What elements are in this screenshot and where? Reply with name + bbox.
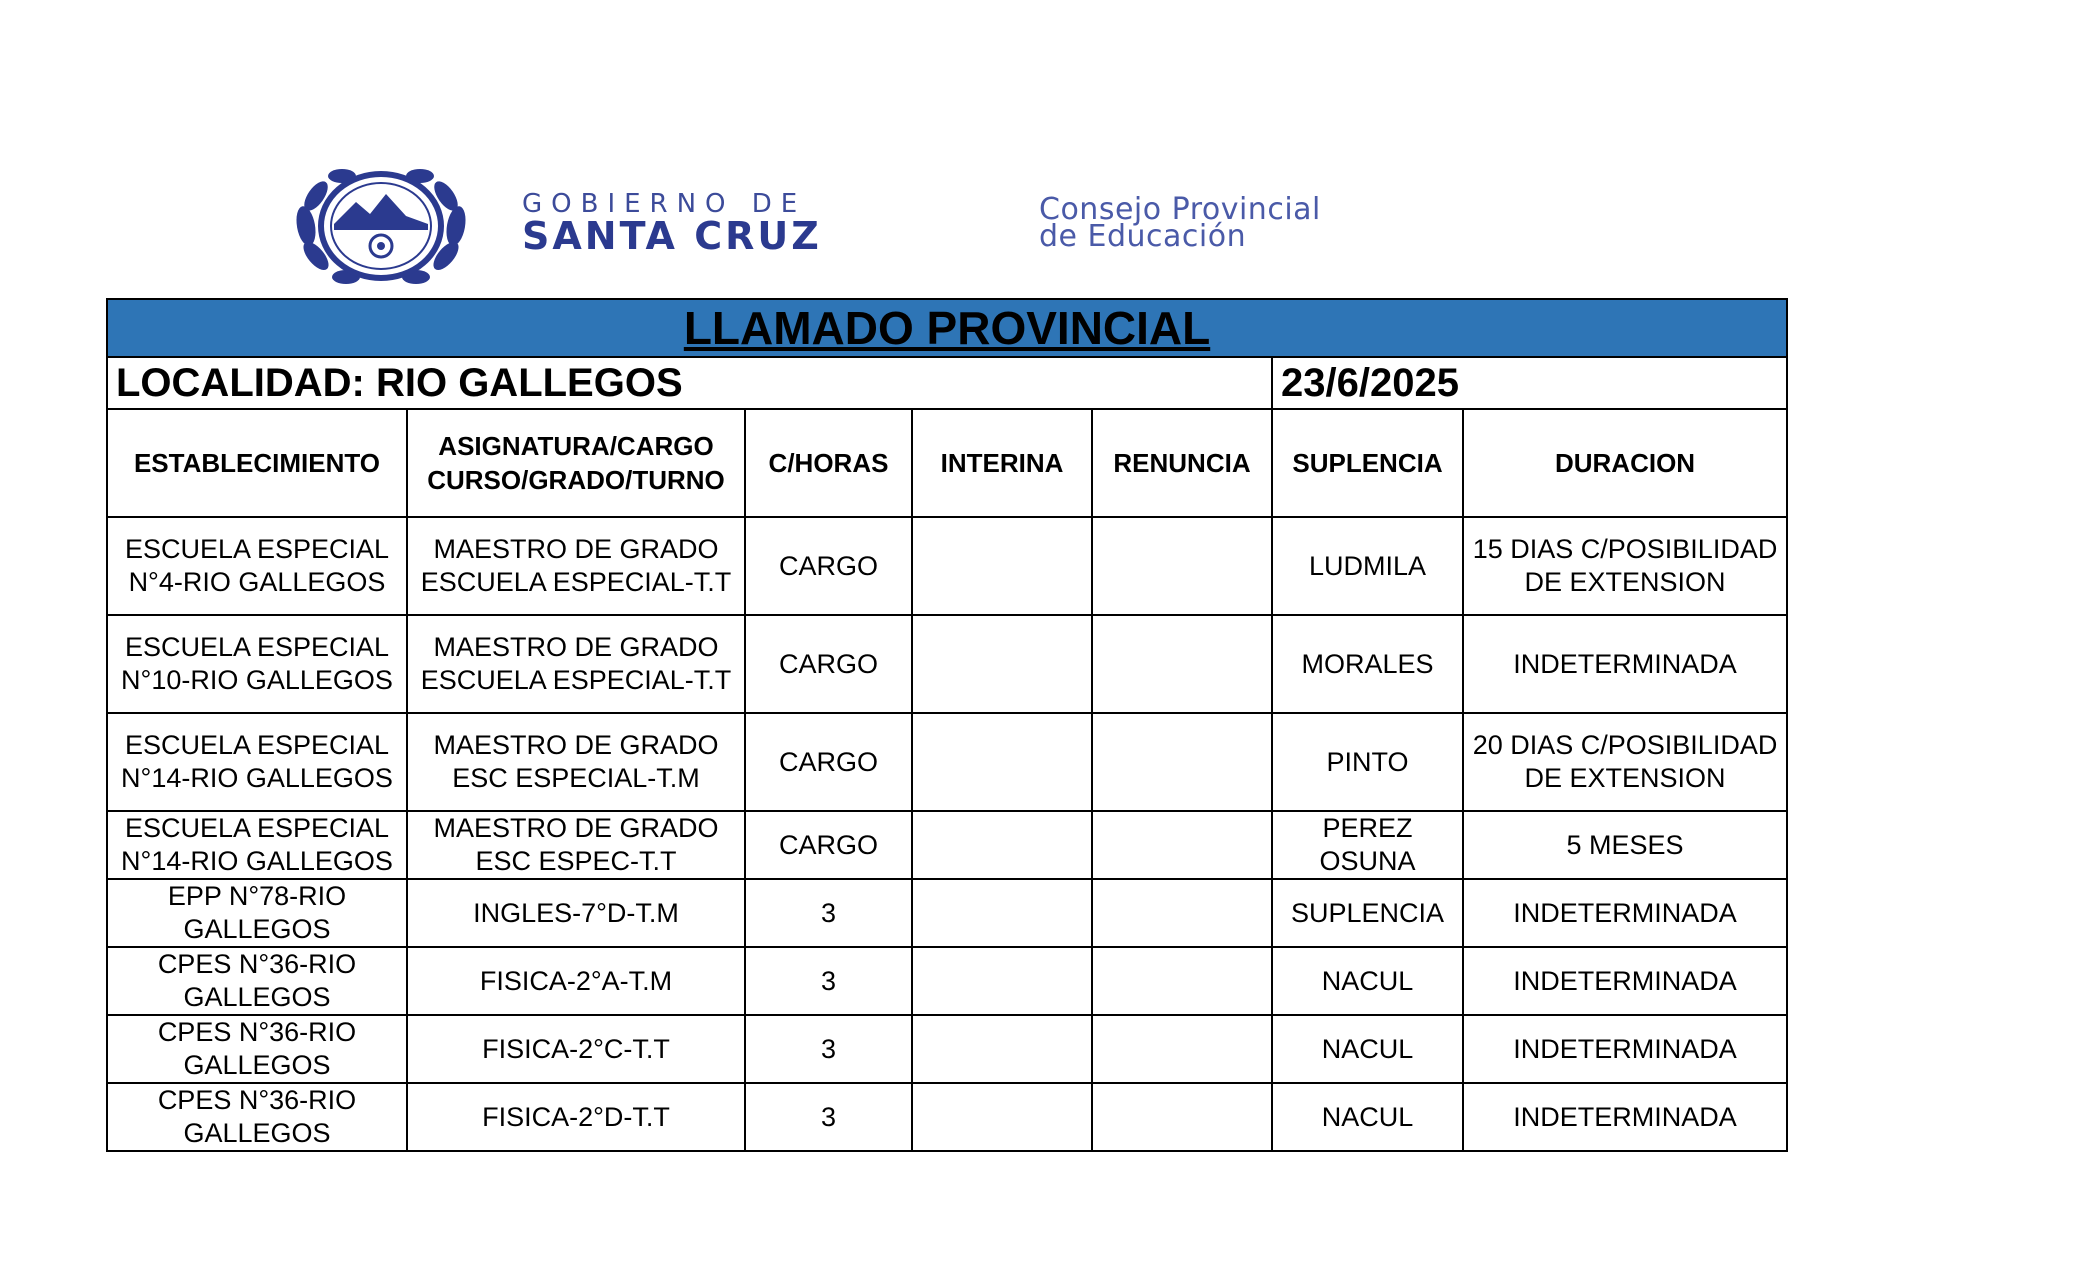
cell-interina	[912, 713, 1092, 811]
cell-line: GALLEGOS	[183, 1118, 331, 1148]
cell-asignatura	[407, 517, 745, 615]
document-header	[286, 160, 1486, 290]
column-header-asignatura-line-2: CURSO/GRADO/TURNO	[427, 465, 725, 495]
cell-renuncia	[1092, 517, 1272, 615]
cell-establecimiento	[107, 713, 407, 811]
cell-line: N°14-RIO GALLEGOS	[121, 846, 393, 876]
cell-renuncia	[1092, 713, 1272, 811]
cell-line: GALLEGOS	[183, 1050, 331, 1080]
cell-suplencia	[1272, 1015, 1463, 1083]
cell-line: MAESTRO DE GRADO	[433, 534, 719, 564]
government-line-1: GOBIERNO DE	[522, 189, 807, 219]
cell-line: 15 DIAS C/POSIBILIDAD	[1472, 534, 1778, 564]
cell-renuncia	[1092, 615, 1272, 713]
cell-line: CPES N°36-RIO	[157, 949, 357, 979]
vacancy-table	[106, 298, 1788, 1152]
cell-line: ESCUELA ESPECIAL	[124, 534, 390, 564]
table-row	[107, 517, 1787, 615]
cell-line: CPES N°36-RIO	[157, 1085, 357, 1115]
cell-renuncia	[1092, 1015, 1272, 1083]
cell-line: ESCUELA ESPECIAL-T.T	[420, 665, 732, 695]
cell-line: INDETERMINADA	[1513, 1033, 1737, 1064]
cell-asignatura	[407, 947, 745, 1015]
cell-suplencia	[1272, 947, 1463, 1015]
cell-choras: CARGO	[745, 713, 912, 811]
cell-choras: 3	[745, 1015, 912, 1083]
cell-line: CPES N°36-RIO	[157, 1017, 357, 1047]
cell-line: N°14-RIO GALLEGOS	[121, 763, 393, 793]
cell-line: DE EXTENSION	[1524, 567, 1726, 597]
cell-duracion	[1463, 947, 1787, 1015]
cell-line: DE EXTENSION	[1524, 763, 1726, 793]
cell-line: 20 DIAS C/POSIBILIDAD	[1472, 730, 1778, 760]
cell-establecimiento	[107, 947, 407, 1015]
page-title: LLAMADO PROVINCIAL	[107, 299, 1787, 357]
government-line-2: SANTA CRUZ	[522, 214, 822, 258]
cell-line: MAESTRO DE GRADO	[433, 813, 719, 843]
column-header-duracion: DURACION	[1463, 409, 1787, 517]
cell-line: INDETERMINADA	[1513, 648, 1737, 679]
title-row	[107, 299, 1787, 357]
cell-interina	[912, 1015, 1092, 1083]
cell-duracion	[1463, 811, 1787, 879]
cell-establecimiento	[107, 879, 407, 947]
cell-line: PEREZ	[1322, 813, 1413, 843]
cell-line: NACUL	[1321, 965, 1414, 996]
cell-line: MORALES	[1301, 648, 1434, 679]
cell-duracion	[1463, 517, 1787, 615]
cell-asignatura	[407, 615, 745, 713]
table-row	[107, 811, 1787, 879]
cell-interina	[912, 879, 1092, 947]
cell-choras: 3	[745, 879, 912, 947]
column-header-renuncia: RENUNCIA	[1092, 409, 1272, 517]
cell-renuncia	[1092, 1083, 1272, 1151]
cell-choras: 3	[745, 947, 912, 1015]
cell-line: SUPLENCIA	[1290, 897, 1445, 928]
council-line-2: de Educación	[1039, 219, 1247, 254]
cell-choras: 3	[745, 1083, 912, 1151]
cell-line: OSUNA	[1319, 846, 1416, 876]
cell-line: ESCUELA ESPECIAL-T.T	[420, 567, 732, 597]
cell-asignatura	[407, 879, 745, 947]
cell-interina	[912, 947, 1092, 1015]
cell-establecimiento	[107, 517, 407, 615]
cell-line: MAESTRO DE GRADO	[433, 730, 719, 760]
cell-choras: CARGO	[745, 615, 912, 713]
cell-line: ESCUELA ESPECIAL	[124, 632, 390, 662]
cell-renuncia	[1092, 811, 1272, 879]
cell-suplencia	[1272, 615, 1463, 713]
cell-line: FISICA-2°A-T.M	[479, 965, 673, 996]
cell-duracion	[1463, 713, 1787, 811]
column-header-asignatura	[407, 409, 745, 517]
cell-choras: CARGO	[745, 811, 912, 879]
cell-interina	[912, 517, 1092, 615]
cell-duracion	[1463, 879, 1787, 947]
cell-line: INDETERMINADA	[1513, 965, 1737, 996]
cell-suplencia	[1272, 879, 1463, 947]
cell-renuncia	[1092, 947, 1272, 1015]
cell-line: FISICA-2°D-T.T	[482, 1101, 670, 1132]
cell-asignatura	[407, 1083, 745, 1151]
cell-line: NACUL	[1321, 1101, 1414, 1132]
cell-line: ESC ESPEC-T.T	[475, 846, 677, 876]
table-row	[107, 1015, 1787, 1083]
cell-choras: CARGO	[745, 517, 912, 615]
column-header-establecimiento: ESTABLECIMIENTO	[107, 409, 407, 517]
council-line-1: Consejo Provincial	[1039, 192, 1321, 227]
province-seal-icon	[286, 164, 476, 288]
cell-establecimiento	[107, 811, 407, 879]
cell-duracion	[1463, 1083, 1787, 1151]
cell-asignatura	[407, 713, 745, 811]
cell-line: GALLEGOS	[183, 914, 331, 944]
cell-line: INDETERMINADA	[1513, 897, 1737, 928]
cell-establecimiento	[107, 1083, 407, 1151]
column-header-suplencia: SUPLENCIA	[1272, 409, 1463, 517]
table-row	[107, 1083, 1787, 1151]
cell-line: ESCUELA ESPECIAL	[124, 813, 390, 843]
cell-line: INGLES-7°D-T.M	[473, 897, 679, 928]
table-row	[107, 879, 1787, 947]
column-header-interina: INTERINA	[912, 409, 1092, 517]
cell-asignatura	[407, 1015, 745, 1083]
cell-duracion	[1463, 1015, 1787, 1083]
cell-line: FISICA-2°C-T.T	[482, 1033, 670, 1064]
cell-line: ESC ESPECIAL-T.M	[452, 763, 700, 793]
cell-duracion	[1463, 615, 1787, 713]
cell-line: MAESTRO DE GRADO	[433, 632, 719, 662]
cell-suplencia	[1272, 517, 1463, 615]
government-logo-text	[522, 189, 822, 258]
cell-line: EPP N°78-RIO	[167, 881, 347, 911]
table-row	[107, 947, 1787, 1015]
cell-interina	[912, 1083, 1092, 1151]
column-header-choras: C/HORAS	[745, 409, 912, 517]
table-row	[107, 713, 1787, 811]
cell-line: 5 MESES	[1566, 829, 1684, 860]
cell-line: PINTO	[1326, 746, 1409, 777]
cell-suplencia	[1272, 1083, 1463, 1151]
cell-line: GALLEGOS	[183, 982, 331, 1012]
column-header-row	[107, 409, 1787, 517]
cell-renuncia	[1092, 879, 1272, 947]
cell-line: N°4-RIO GALLEGOS	[128, 567, 386, 597]
table-row	[107, 615, 1787, 713]
cell-establecimiento	[107, 615, 407, 713]
locality-label: LOCALIDAD: RIO GALLEGOS	[107, 357, 1272, 409]
locality-row	[107, 357, 1787, 409]
cell-line: N°10-RIO GALLEGOS	[121, 665, 393, 695]
column-header-asignatura-line-1: ASIGNATURA/CARGO	[438, 431, 714, 461]
council-logo-text	[1039, 192, 1321, 254]
cell-suplencia	[1272, 811, 1463, 879]
cell-line: INDETERMINADA	[1513, 1101, 1737, 1132]
document-date: 23/6/2025	[1272, 357, 1787, 409]
cell-suplencia	[1272, 713, 1463, 811]
cell-establecimiento	[107, 1015, 407, 1083]
cell-line: LUDMILA	[1308, 550, 1427, 581]
cell-line: NACUL	[1321, 1033, 1414, 1064]
cell-asignatura	[407, 811, 745, 879]
cell-line: ESCUELA ESPECIAL	[124, 730, 390, 760]
cell-interina	[912, 615, 1092, 713]
cell-interina	[912, 811, 1092, 879]
